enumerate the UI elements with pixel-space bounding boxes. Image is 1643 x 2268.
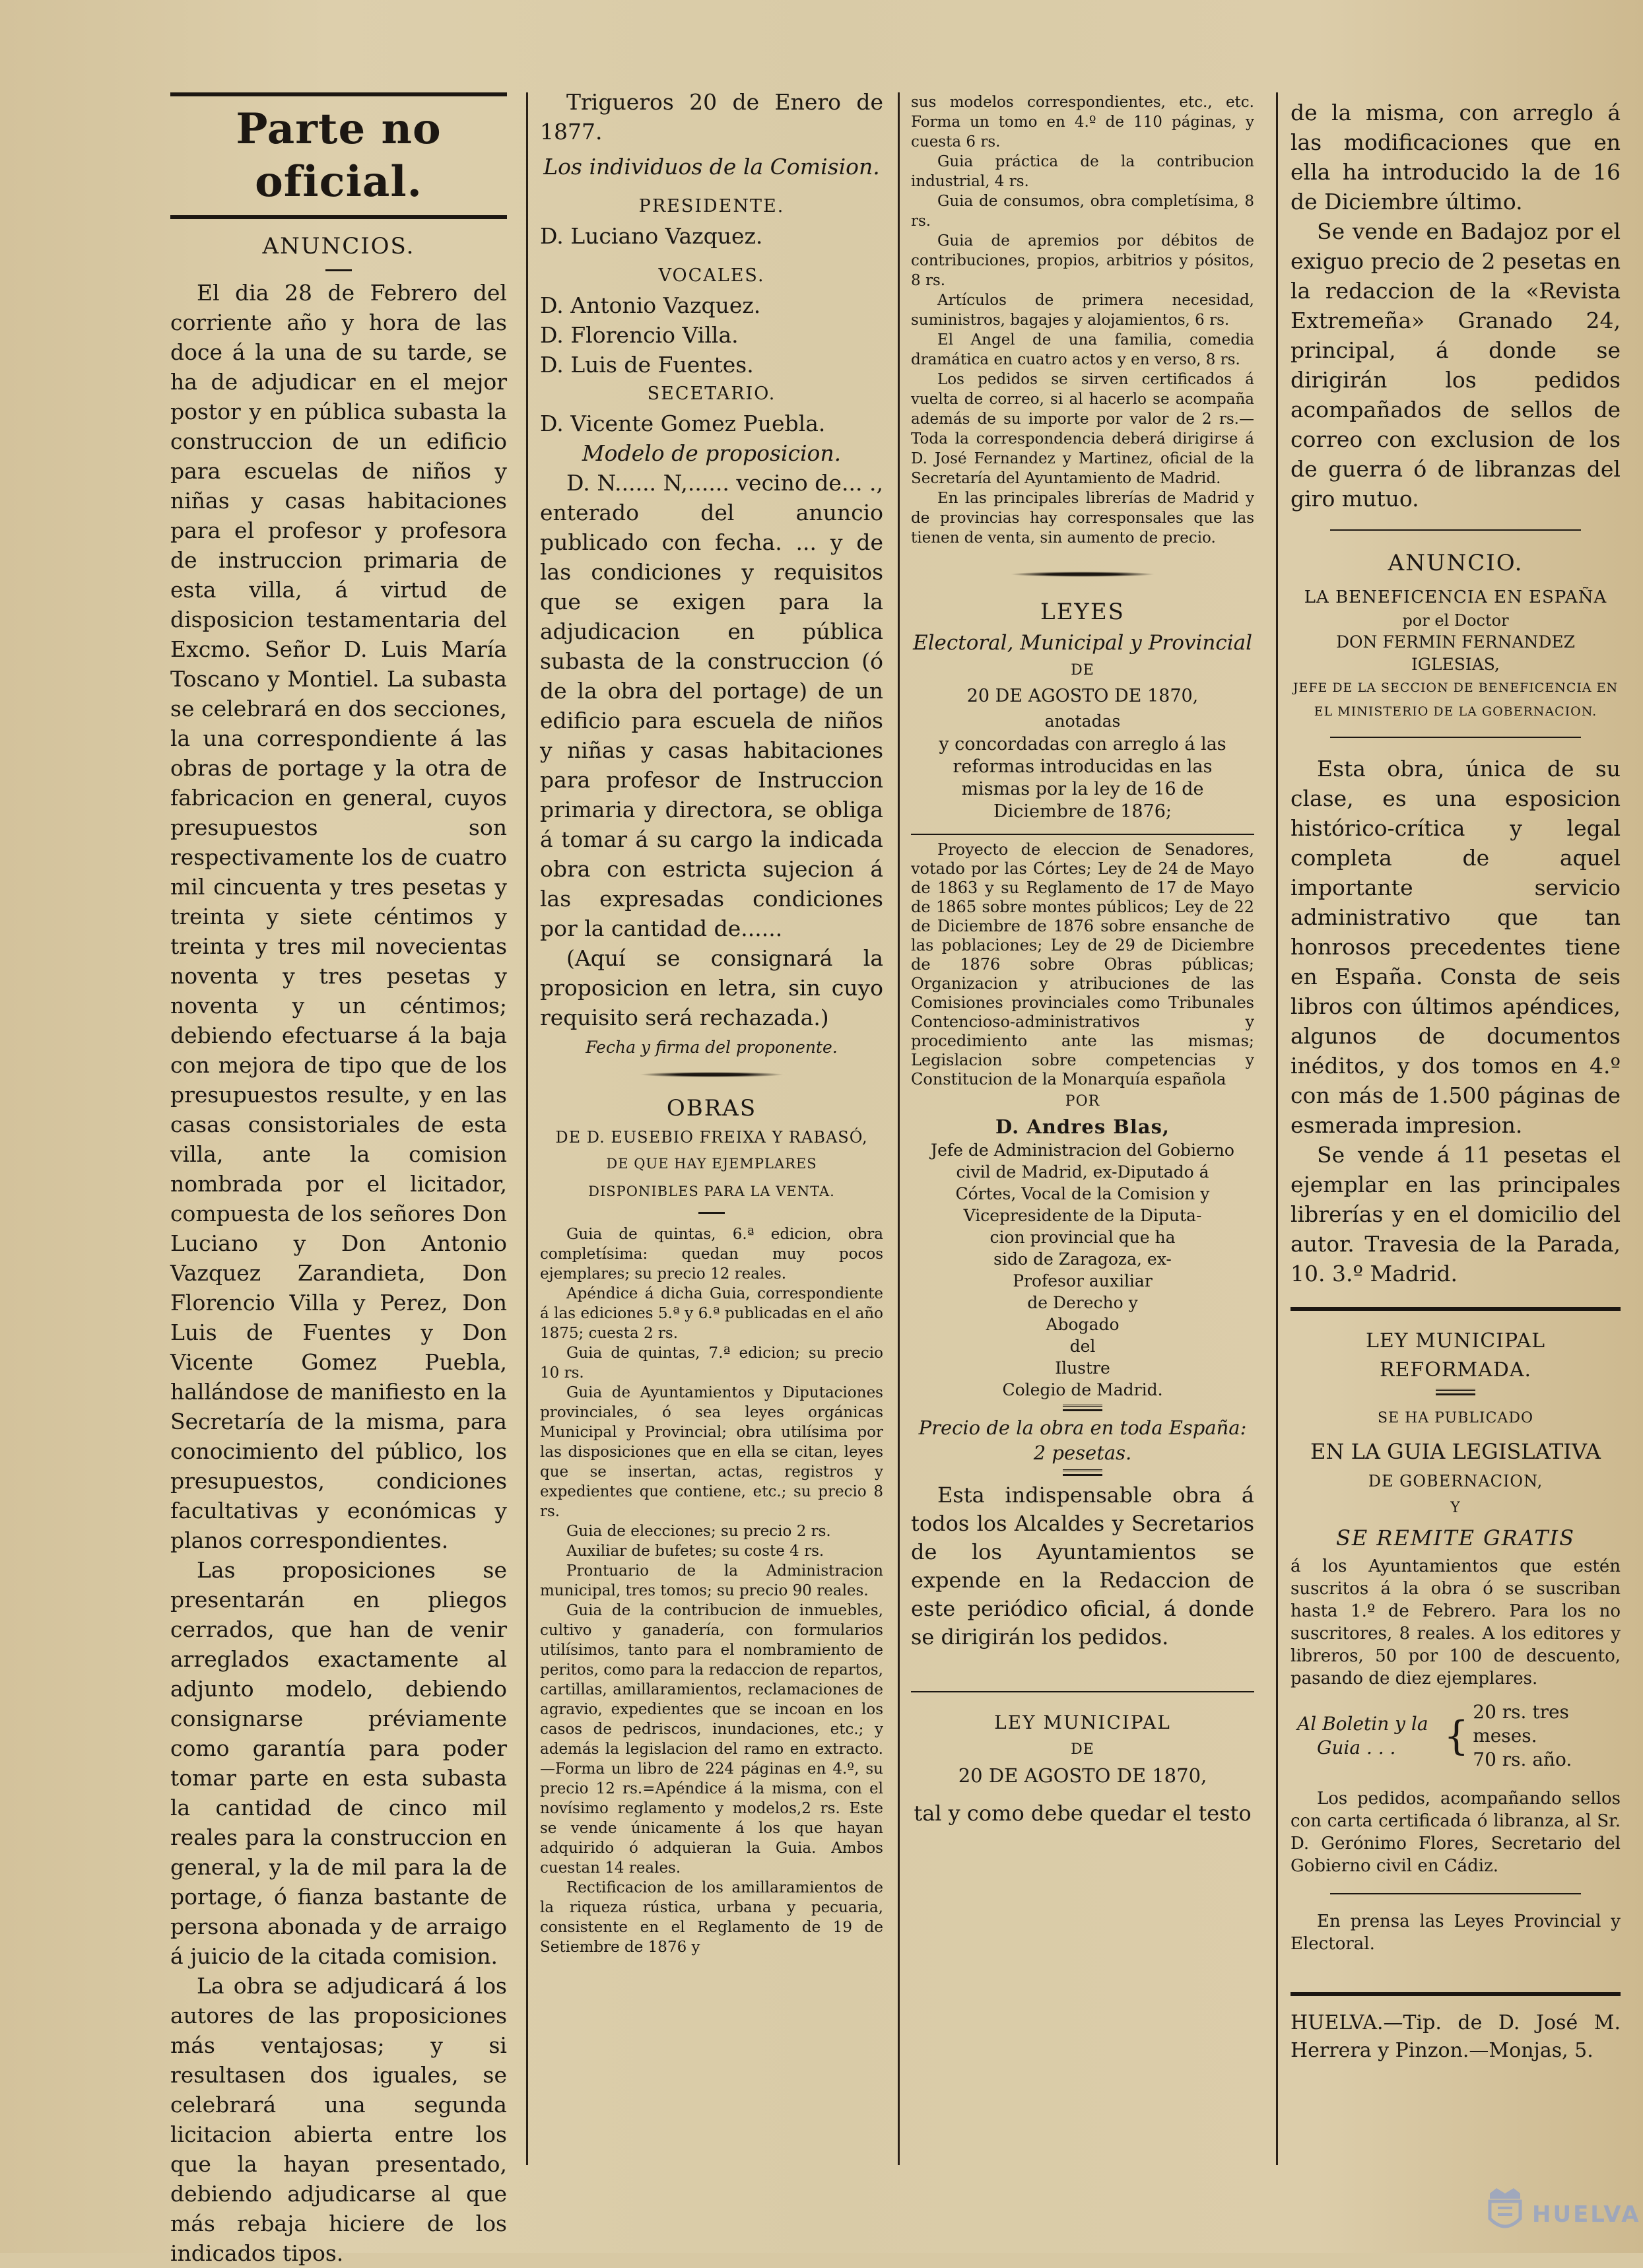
leyes-title: LEYES [1040, 599, 1125, 625]
author-desc: cion provincial que ha [989, 1228, 1176, 1247]
column-3 [911, 92, 1254, 1827]
obras-item: Artículos de primera necesidad, suministros, bagajes y alojamientos, 6 rs. [911, 292, 1254, 329]
author-desc: Jefe de Administracion del Gobierno [931, 1141, 1234, 1160]
author-desc: Vicepresidente de la Diputa- [963, 1206, 1202, 1225]
obras-item: Guia práctica de la contribucion industrial, 4 rs. [911, 153, 1254, 190]
jefe-title: JEFE DE LA SECCION DE BENEFICENCIA EN EL MINISTERIO DE LA GOBERNACION. [1292, 681, 1619, 719]
price-labels [1297, 1712, 1444, 1760]
divider [698, 1212, 725, 1214]
column-1 [170, 79, 507, 2268]
column-4 [1291, 98, 1621, 2065]
rule [170, 92, 507, 96]
obras-item: Los pedidos se sirven certificados á vuelta de correo, si al hacerlo se acompaña además de su importe por valor de 2 rs.—Toda la correspondencia deberá dirigirse á D. José Fernandez y Martinez, oficial de la Secretaría del Ayuntamiento de Madrid. [911, 371, 1254, 487]
column-2 [540, 79, 883, 1957]
anuncios-heading: ANUNCIOS. [262, 233, 415, 259]
guia-label: Guia . . . [1317, 1737, 1396, 1758]
comision-title: Los individuos de la Comision. [543, 154, 880, 180]
divider [1063, 1469, 1102, 1476]
section-title: Parte no oficial. [236, 104, 442, 207]
author-desc: sido de Zaragoza, ex- [993, 1250, 1172, 1269]
obras-item: El Angel de una familia, comedia dramática en cuatro actos y en verso, 8 rs. [911, 331, 1254, 368]
boletin-label: Al Boletin y la [1297, 1713, 1428, 1735]
divider [1063, 1405, 1102, 1411]
obras-item: Prontuario de la Administracion municipal, tres tomos; su precio 90 reales. [540, 1562, 883, 1599]
beneficencia-title: LA BENEFICENCIA EN ESPAÑA [1304, 587, 1607, 607]
secretario-name: D. Vicente Gomez Puebla. [540, 411, 826, 436]
obras-item: En las principales librerías de Madrid y de provincias hay corresponsales que las tienen de venta, sin aumento de precio. [911, 490, 1254, 547]
presidente-label: PRESIDENTE. [638, 196, 785, 217]
secretario-label: SECETARIO. [647, 384, 776, 404]
leyes-por: POR [1065, 1093, 1100, 1110]
leyes-concordadas: y concordadas con arreglo á las reformas introducidas en las mismas por la ley de 16 de Diciembre de 1876; [939, 734, 1226, 822]
leyes-indispensable: Esta indispensable obra á todos los Alcaldes y Secretarios de los Ayuntamientos se expende en la Redaccion de este periódico oficial, á donde se dirigirán los pedidos. [911, 1483, 1254, 1650]
author-desc: Colegio de Madrid. [1002, 1380, 1163, 1399]
rule [1330, 1893, 1581, 1894]
vocal-name: D. Luis de Fuentes. [540, 352, 754, 378]
obras-item: Guia de la contribucion de inmuebles, cultivo y ganadería, con formularios utilísimos, tanto para el nombramiento de peritos, como para la redaccion de repartos, cartillas, amillaramientos, reclamaciones de agravio, expedientes que se incoan en los casos de pedriscos, inundaciones, etc.; y además la legislacion del ramo en extracto.—Forma un libro de 224 páginas en 4.º, su precio 12 rs.=Apéndice á la misma, con el novísimo reglamento y modelos,2 rs. Este se vende únicamente á los que hayan adquirido ó adquieran la Guia. Ambos cuestan 14 reales. [540, 1602, 883, 1877]
price-values [1473, 1700, 1621, 1772]
vocal-name: D. Antonio Vazquez. [540, 292, 761, 318]
paragraph: Se vende á 11 pesetas el ejemplar en las principales librerías y en el domicilio del autor. Travesia de la Parada, 10. 3.º Madrid. [1291, 1142, 1621, 1286]
paragraph: El dia 28 de Febrero del corriente año y hora de las doce á la una de su tarde, se ha de adjudicar en el mejor postor y en pública subasta la construccion de un edificio para escuelas de niños y niñas y casas habitaciones para el profesor y profesora de instruccion primaria de esta villa, á virtud de disposicion testamentaria del Excmo. Señor D. Luis María Toscano y Montiel. La subasta se celebrará en dos secciones, la una correspondiente á las obras de portage y la otra de fabricacion en general, cuyos presupuestos son respectivamente los de cuatro mil cincuenta y tres pesetas y treinta y siete céntimos y treinta y tres mil novecientas noventa y tres pesetas y noventa y un céntimos; debiendo efectuarse á la baja con mejora de tipo que de los presupuestos resulte, y en las casas consistoriales de esta villa, ante la comision nombrada por el licitador, compuesta de los señores Don Luciano y Don Antonio Vazquez Zarandieta, Don Florencio Villa y Perez, Don Luis de Fuentes y Don Vicente Gomez Puebla, hallándose de manifiesto en la Secretaría de la misma, para conocimiento del público, los presupuestos, condiciones facultativas y económicas y planos correspondientes. [170, 280, 507, 1553]
obras-item: Rectificacion de los amillaramientos de la riqueza rústica, urbana y pecuaria, consistente en el Reglamento de 19 de Setiembre de 1876 y [540, 1879, 883, 1956]
colophon: HUELVA.—Tip. de D. José M. Herrera y Pinzon.—Monjas, 5. [1291, 2011, 1621, 2062]
remite-gratis: SE REMITE GRATIS [1335, 1525, 1576, 1551]
stamp-text: HUELVA [1532, 2201, 1641, 2228]
guia-legislativa: EN LA GUIA LEGISLATIVA [1310, 1439, 1601, 1464]
obras-item: Guia de Ayuntamientos y Diputaciones provinciales, ó sea leyes orgánicas Municipal y Provincial; obra utilísima por las disposiciones que en ella se citan, leyes que se insertan, actas, registros y expedientes que contiene, etc.; su precio 8 rs. [540, 1384, 883, 1520]
paragraph: de la misma, con arreglo á las modificaciones que en ella ha introducido la de 16 de Diciembre último. [1291, 100, 1621, 215]
author-desc: de Derecho y [1027, 1293, 1138, 1312]
column-rule [1276, 92, 1278, 2165]
crown-shield-icon [1485, 2187, 1526, 2234]
suscritos-text: á los Ayuntamientos que estén suscritos á la obra ó se suscriban hasta 1.º de Febrero. Para los no suscritores, 8 reales. A los editores y libreros, 50 por 100 de descuento, pasando de diez ejemplares. [1291, 1556, 1621, 1688]
obras-title: OBRAS [666, 1095, 757, 1121]
obras-author: DE D. EUSEBIO FREIXA Y RABASÓ, [555, 1128, 868, 1147]
modelo-text: D. N...... N,...... vecino de... ., enterado del anuncio publicado con fecha. ... y de las condiciones y requisitos que se exigen para la adjudicacion en pública subasta de la construccion (ó de la obra del portage) de un edificio para escuela de niños y niñas y casas habitaciones para profesor de Instruccion primaria y directora, se obliga á tomar á su cargo la indicada obra con estricta sujecion á las expresadas condiciones por la cantidad de...... [540, 470, 883, 941]
rule [1330, 529, 1581, 531]
leyes-subtitle: Electoral, Municipal y Provincial [912, 631, 1253, 655]
paragraph: Esta obra, única de su clase, es una esposicion histórico-crítica y legal completa de aquel importante servicio administrativo que tan honrosos precedentes tiene en España. Consta de seis libros con últimos apéndices, algunos de documentos inéditos, y dos tomos en 4.º con más de 1.500 páginas de esmerada impresion. [1291, 756, 1621, 1138]
leyes-precio: Precio de la obra en toda España: 2 pesetas. [918, 1417, 1247, 1464]
obras-item: Guia de elecciones; su precio 2 rs. [566, 1523, 831, 1540]
ley-municipal-de: DE [1071, 1741, 1094, 1758]
rule [911, 834, 1254, 835]
rule [1291, 1992, 1621, 1996]
dateline: Trigueros 20 de Enero de 1877. [540, 89, 883, 145]
leyes-body: Proyecto de eleccion de Senadores, votado por las Córtes; Ley de 24 de Mayo de 1863 y su Reglamento de 17 de Mayo de 1865 sobre montes públicos; Ley de 22 de Diciembre de 1876 sobre ensanche de las poblaciones; Ley de 29 de Diciembre de 1876 sobre Obras públicas; Organizacion y atribuciones de las Comisiones provinciales como Tribunales Contencioso-administrativos y procedimiento ante las mismas; Legislacion sobre competencias y Constitucion de la Monarquía española [911, 840, 1254, 1088]
author-desc: Ilustre [1055, 1358, 1110, 1378]
leyes-anotadas: anotadas [1044, 712, 1121, 731]
doctor-name: DON FERMIN FERNANDEZ IGLESIAS, [1336, 632, 1575, 674]
leyes-date: 20 DE AGOSTO DE 1870, [966, 686, 1199, 706]
y-conjunction: Y [1450, 1500, 1461, 1516]
leyes-de: DE [1071, 662, 1094, 679]
obras-item: Guia de quintas, 6.ª edicion, obra completísima: quedan muy pocos ejemplares; su precio 12 reales. [540, 1226, 883, 1283]
library-stamp [1471, 2182, 1641, 2241]
brace: { [1444, 1713, 1469, 1759]
ley-municipal-title: LEY MUNICIPAL [994, 1712, 1171, 1733]
pedidos-text: Los pedidos, acompañando sellos con carta certificada ó libranza, al Sr. D. Gerónimo Flores, Secretario del Gobierno civil en Cádiz. [1291, 1789, 1621, 1876]
price-quarter: 20 rs. tres meses. [1473, 1701, 1569, 1747]
column-rule [526, 92, 528, 2165]
column-rule [898, 92, 900, 2165]
author-desc: Profesor auxiliar [1013, 1271, 1153, 1290]
rule [911, 1691, 1254, 1692]
divider [325, 269, 352, 271]
vocales-label: VOCALES. [658, 265, 765, 286]
obras-item: Guia de quintas, 7.ª edicion; su precio 10 rs. [540, 1345, 883, 1382]
obras-item: Guia de apremios por débitos de contribuciones, propios, arbitrios y pósitos, 8 rs. [911, 232, 1254, 289]
rule [1291, 1307, 1621, 1311]
obras-item: Auxiliar de bufetes; su coste 4 rs. [566, 1543, 824, 1560]
author-desc: del [1069, 1337, 1096, 1356]
ley-reformada-title: LEY MUNICIPAL REFORMADA. [1365, 1329, 1546, 1382]
modelo-title: Modelo de proposicion. [582, 440, 842, 466]
rule [1330, 737, 1581, 738]
ornamental-rule [1010, 572, 1155, 577]
paragraph: La obra se adjudicará á los autores de las proposiciones más ventajosas; y si resultasen dos iguales, se celebrará una segunda licitacion abierta entre los que la hayan presentado, debiendo adjudicarse al que más rebaja hiciere de los indicados tipos. [170, 1973, 507, 2266]
prensa-text: En prensa las Leyes Provincial y Electoral. [1291, 1912, 1621, 1954]
por-doctor: por el Doctor [1402, 611, 1509, 630]
fecha-firma: Fecha y firma del proponente. [586, 1038, 838, 1057]
rule [170, 215, 507, 219]
presidente-name: D. Luciano Vazquez. [540, 223, 763, 249]
price-block [1291, 1700, 1621, 1772]
vocal-name: D. Florencio Villa. [540, 322, 739, 348]
obras-item: sus modelos correspondientes, etc., etc. Forma un tomo en 4.º de 110 páginas, y cuesta 6 rs. [911, 94, 1254, 150]
author-desc: Abogado [1046, 1315, 1120, 1334]
publicado: SE HA PUBLICADO [1377, 1410, 1533, 1426]
obras-subtitle: DE QUE HAY EJEMPLARES DISPONIBLES PARA LA VENTA. [588, 1156, 835, 1199]
de-gobernacion: DE GOBERNACION, [1368, 1472, 1543, 1490]
obras-item: Guia de consumos, obra completísima, 8 rs. [911, 193, 1254, 230]
ley-municipal-date: 20 DE AGOSTO DE 1870, [958, 1764, 1207, 1787]
ley-municipal-tail: tal y como debe quedar el testo [914, 1801, 1252, 1826]
obras-item: Apéndice á dicha Guia, correspondiente á las ediciones 5.ª y 6.ª publicadas en el año 1875; cuesta 2 rs. [540, 1285, 883, 1342]
divider [1436, 1389, 1475, 1395]
modelo-note: (Aquí se consignará la proposicion en letra, sin cuyo requisito será rechazada.) [540, 945, 883, 1030]
paragraph: Se vende en Badajoz por el exiguo precio de 2 pesetas en la redaccion de la «Revista Extremeña» Granado 24, principal, á donde se dirigirán los pedidos acompañados de sellos de correo con exclusion de los de guerra ó de libranzas del giro mutuo. [1291, 218, 1621, 512]
paragraph: Las proposiciones se presentarán en pliegos cerrados, que han de venir arreglados exactamente al adjunto modelo, debiendo consignarse préviamente como garantía para poder tomar parte en esta subasta la cantidad de cinco mil reales para la construccion en general, y la de mil para la de portage, ó fianza bastante de persona abonada y de arraigo á juicio de la citada comision. [170, 1557, 507, 1969]
leyes-author: D. Andres Blas, [995, 1116, 1170, 1138]
author-desc: civil de Madrid, ex-Diputado á [956, 1162, 1209, 1182]
author-desc: Córtes, Vocal de la Comision y [955, 1184, 1210, 1203]
ornamental-rule [639, 1072, 784, 1077]
anuncio-heading: ANUNCIO. [1388, 550, 1524, 576]
price-year: 70 rs. año. [1473, 1749, 1572, 1770]
